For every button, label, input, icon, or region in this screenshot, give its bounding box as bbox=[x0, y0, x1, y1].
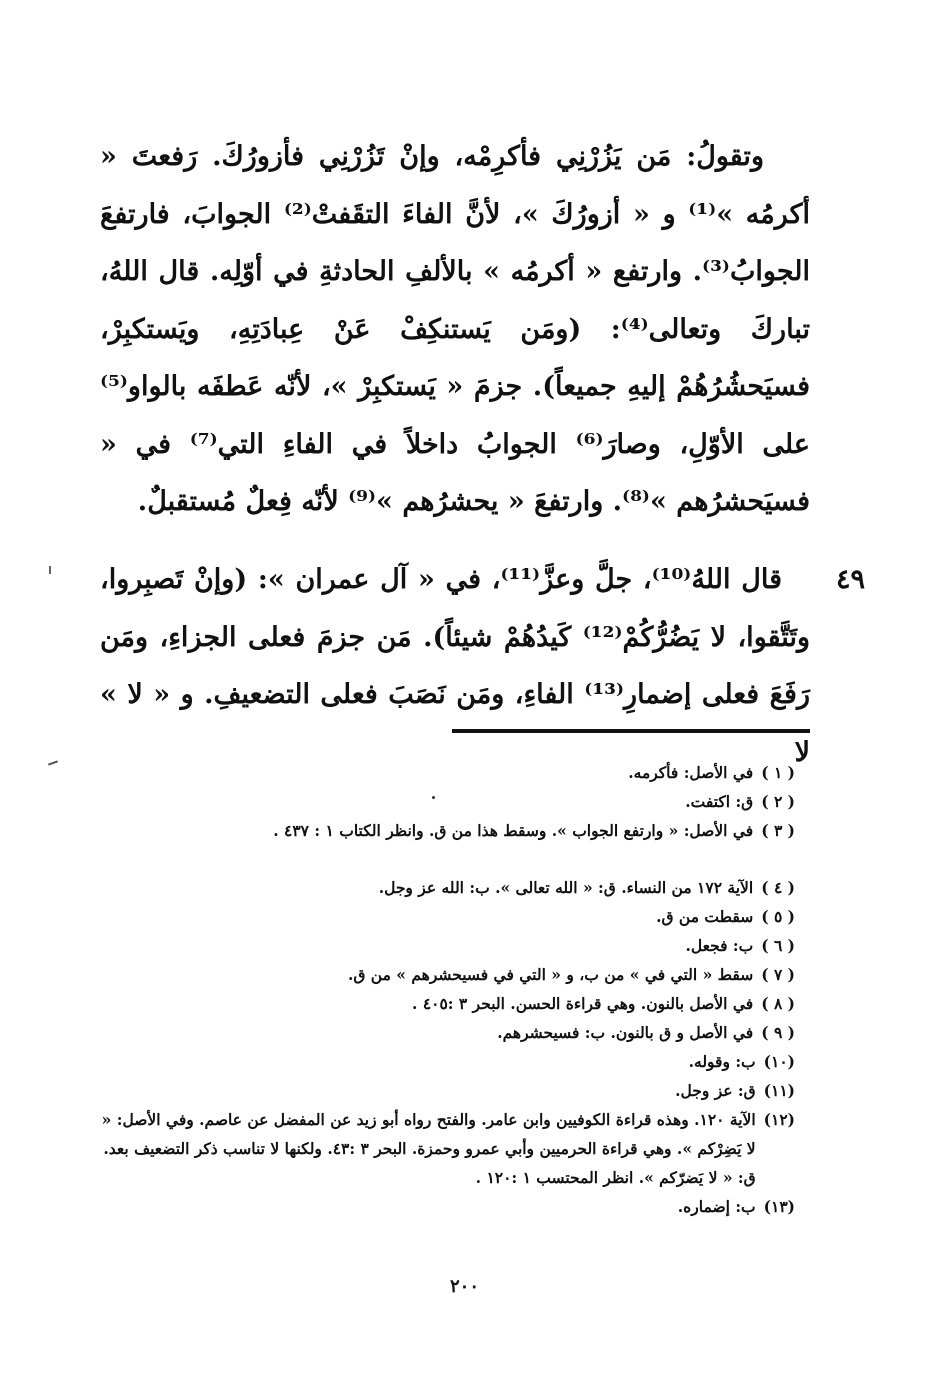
footnote-number: ( ٥ ) bbox=[761, 907, 795, 926]
footnotes-block bbox=[100, 758, 795, 1221]
page-number: ٢٠٠ bbox=[449, 1276, 479, 1297]
footnote-item bbox=[100, 1047, 795, 1076]
footnote-number: ( ٣ ) bbox=[761, 821, 795, 840]
body-paragraph: وتقولُ: مَن يَزُرْنِي فأكرِمْه، وإنْ تَزُرْنِي فأزورُكَ. رَفعتَ « أكرمُه »⁽¹⁾ و « أزورُكَ »، لأنَّ الفاءَ التقَفتْ⁽²⁾ الجوابَ، فارتفعَ الجوابُ⁽³⁾. وارتفع « أكرمُه » بالألفِ الحادثةِ في أوّلِه. قال اللهُ، تباركَ وتعالى⁽⁴⁾: (ومَن يَستنكِفْ عَنْ عِبادَتِهِ، ويَستكبِرْ، فسيَحشُرُهُمْ إليهِ جميعاً). جزمَ « يَستكبِرْ »، لأنّه عَطفَه بالواو⁽⁵⁾ على الأوّلِ، وصارَ⁽⁶⁾ الجوابُ داخلاً في الفاءِ التي⁽⁷⁾ في « فسيَحشرُهم »⁽⁸⁾. وارتفعَ « يحشرُهم »⁽⁹⁾ لأنّه فِعلٌ مُستقبلٌ. bbox=[100, 141, 810, 517]
footnote-item bbox=[100, 758, 795, 787]
footnote-number: ( ١ ) bbox=[761, 763, 795, 782]
footnote-item bbox=[100, 1192, 795, 1221]
footnote-item bbox=[100, 902, 795, 931]
footnote-text: الآية ١٧٢ من النساء. ق: « الله تعالى ». ب: الله عز وجل. bbox=[378, 878, 754, 897]
footnote-text: سقطت من ق. bbox=[656, 907, 754, 926]
footnote-number: (١٠) bbox=[763, 1052, 795, 1071]
footnote-item bbox=[100, 931, 795, 960]
footnote-item bbox=[100, 1076, 795, 1105]
footnote-number: ( ٢ ) bbox=[761, 792, 795, 811]
footnote-number: ( ٦ ) bbox=[761, 936, 795, 955]
footnote-item bbox=[100, 989, 795, 1018]
footnote-item bbox=[100, 1105, 795, 1192]
footnote-number: ( ٨ ) bbox=[761, 994, 795, 1013]
footnote-text: ق: اكتفت. bbox=[685, 792, 754, 811]
footnote-number: (١٣) bbox=[763, 1197, 795, 1216]
footnote-text: في الأصل: فأكرمه. bbox=[628, 763, 754, 782]
section-number: ٤٩ bbox=[835, 564, 865, 595]
section-49-block bbox=[100, 551, 865, 781]
footnote-text: ب: فجعل. bbox=[685, 936, 754, 955]
footnote-item bbox=[100, 816, 795, 845]
footnote-number: ( ٤ ) bbox=[761, 878, 795, 897]
footnote-item bbox=[100, 960, 795, 989]
footnote-item bbox=[100, 787, 795, 816]
footnote-item bbox=[100, 1018, 795, 1047]
footnote-number: ( ٧ ) bbox=[761, 965, 795, 984]
footnote-item bbox=[100, 873, 795, 902]
scan-mark bbox=[49, 566, 51, 574]
scan-mark bbox=[48, 760, 58, 765]
main-text-block bbox=[100, 128, 810, 531]
footnote-text: في الأصل: « وارتفع الجواب ». وسقط هذا من ق. وانظر الكتاب ١ : ٤٣٧ . bbox=[273, 821, 754, 840]
footnote-text: في الأصل و ق بالنون. ب: فسيحشرهم. bbox=[497, 1023, 754, 1042]
footnote-text: سقط « التي في » من ب، و « التي في فسيحشرهم » من ق. bbox=[347, 965, 754, 984]
footnote-text: ب: وقوله. bbox=[688, 1052, 756, 1071]
scan-speck bbox=[432, 796, 435, 799]
footnote-number: (١٢) bbox=[763, 1110, 795, 1129]
footnote-text: ب: إضماره. bbox=[677, 1197, 756, 1216]
section-paragraph: قال اللهُ⁽¹⁰⁾، جلَّ وعزَّ⁽¹¹⁾، في « آل عمران »: (وإنْ تَصبِروا، وتَتَّقوا، لا يَضُرُّكُمْ⁽¹²⁾ كَيدُهُمْ شيئاً). مَن جزمَ فعلى الجزاءِ، ومَن رَفَعَ فعلى إضمارِ⁽¹³⁾ الفاءِ، ومَن نَصَبَ فعلى التضعيفِ. و « لا » لا bbox=[100, 564, 810, 768]
footnote-separator-rule bbox=[452, 729, 810, 733]
footnote-text: في الأصل بالنون. وهي قراءة الحسن. البحر ٣ :٤٠٥ . bbox=[412, 994, 754, 1013]
footnote-number: ( ٩ ) bbox=[761, 1023, 795, 1042]
footnote-text: ق: عز وجل. bbox=[675, 1081, 756, 1100]
footnote-text: الآية ١٢٠. وهذه قراءة الكوفيين وابن عامر. والفتح رواه أبو زيد عن المفضل عن عاصم. وفي الأصل: « لا يَضِرْكم ». وهي قراءة الحرميين وأبي عمرو وحمزة. البحر ٣ :٤٣. ولكنها لا تناسب ذكر التضعيف بعد. ق: « لا يَضرّكم ». انظر المحتسب ١ :١٢٠ . bbox=[101, 1110, 756, 1187]
footnote-number: (١١) bbox=[763, 1081, 795, 1100]
footnote-group-gap bbox=[100, 845, 795, 873]
